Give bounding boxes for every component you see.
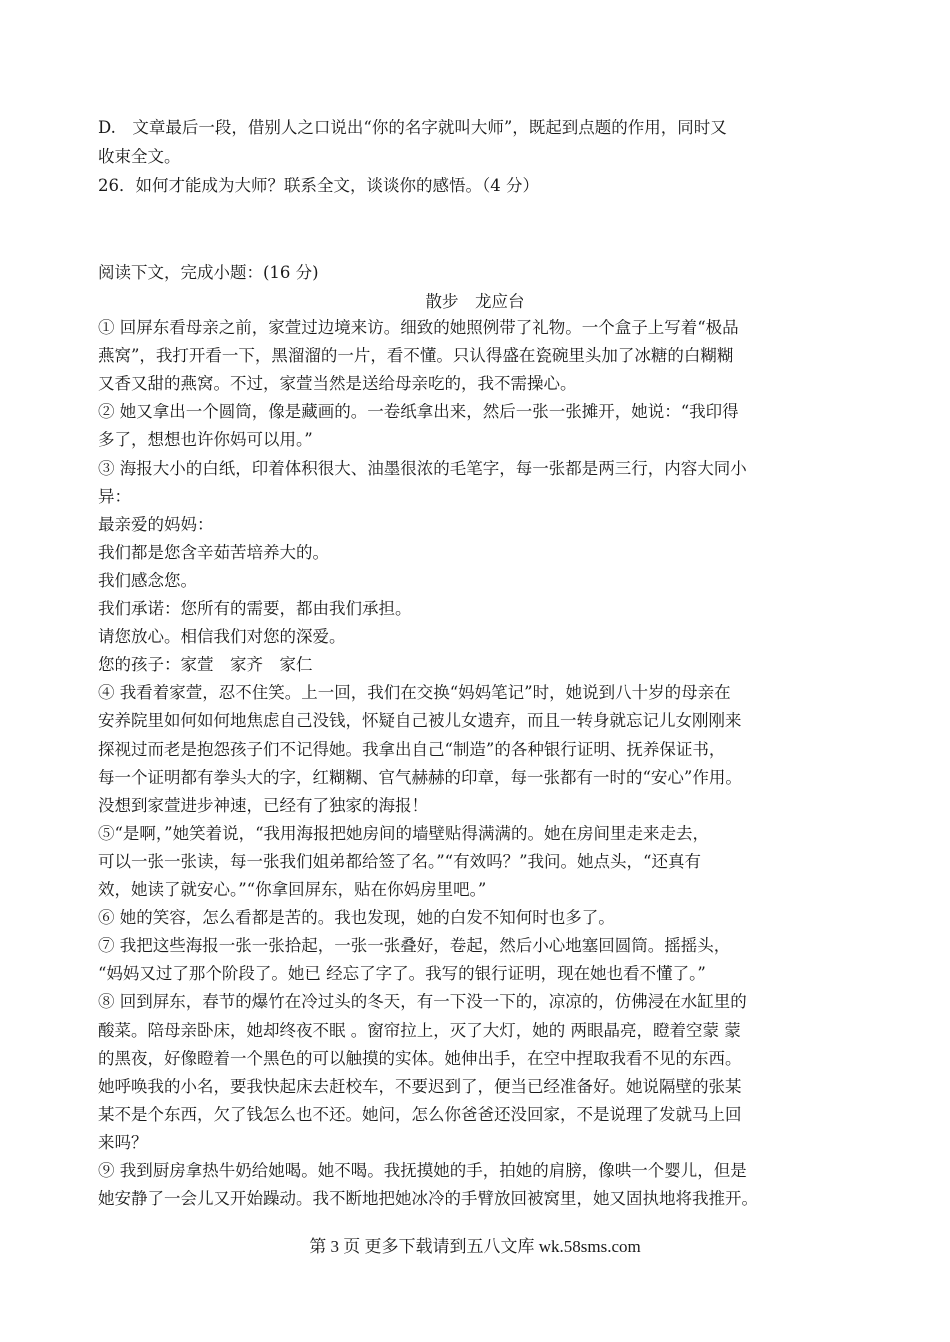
article-line: ③ 海报大小的白纸，印着体积很大、油墨很浓的毛笔字，每一张都是两三行，内容大同小: [98, 458, 747, 478]
article-line: 燕窝”，我打开看一下，黑溜溜的一片，看不懂。只认得盛在瓷碗里头加了冰糖的白糊糊: [98, 346, 734, 366]
article-line: 没想到家萱进步神速，已经有了独家的海报！: [98, 795, 428, 815]
article-line: 来吗？: [98, 1132, 148, 1152]
article-line: 某不是个东西，欠了钱怎么也不还。她问，怎么你爸爸还没回家，不是说理了发就马上回: [98, 1104, 742, 1124]
article-line: 多了，想想也许你妈可以用。”: [98, 430, 313, 450]
article-line: 请您放心。相信我们对您的深爱。: [98, 627, 346, 647]
article-line: ⑦ 我把这些海报一张一张拾起，一张一张叠好，卷起，然后小心地塞回圆筒。摇摇头，: [98, 936, 731, 956]
article-line: 她呼唤我的小名，要我快起床去赶校车，不要迟到了，便当已经准备好。她说隔壁的张某: [98, 1076, 742, 1096]
article-line: ⑥ 她的笑容，怎么看都是苦的。我也发现，她的白发不知何时也多了。: [98, 908, 615, 928]
article-line: 效，她读了就安心。”“你拿回屏东，贴在你妈房里吧。”: [98, 880, 487, 899]
article-line: 又香又甜的燕窝。不过，家萱当然是送给母亲吃的，我不需操心。: [98, 374, 577, 394]
article-line: 每一个证明都有拳头大的字，红糊糊、官气赫赫的印章，每一张都有一时的“安心”作用。: [98, 767, 742, 787]
article-line: 可以一张一张读，每一张我们姐弟都给签了名。”“有效吗？”我问。她点头，“还真有: [98, 851, 701, 871]
article-line: 我们都是您含辛茹苦培养大的。: [98, 542, 329, 562]
article-line: 最亲爱的妈妈：: [98, 514, 214, 534]
article-line: 我们承诺：您所有的需要，都由我们承担。: [98, 599, 412, 618]
question-26: 26．如何才能成为大师？联系全文，谈谈你的感悟。（4 分）: [98, 176, 539, 195]
page-footer: 第 3 页 更多下载请到五八文库 wk.58sms.com: [309, 1237, 641, 1256]
article-line: 您的孩子：家萱 家齐 家仁: [98, 655, 313, 675]
article-line: 我们感念您。: [98, 570, 197, 590]
article-line: 探视过而老是抱怨孩子们不记得她。我拿出自己“制造”的各种银行证明、抚养保证书，: [98, 739, 726, 759]
article-line: ① 回屏东看母亲之前，家萱过边境来访。细致的她照例带了礼物。一个盒子上写着“极品: [98, 318, 739, 337]
article-line: 安养院里如何如何地焦虑自己没钱，怀疑自己被儿女遗弃，而且一转身就忘记儿女刚刚来: [98, 711, 742, 731]
reading-instruction: 阅读下文，完成小题：(16 分): [98, 263, 319, 282]
article-line: 酸菜。陪母亲卧床，她却终夜不眠 。窗帘拉上，灭了大灯，她的 两眼晶亮，瞪着空蒙 蒙: [98, 1020, 741, 1040]
article-title: 散步 龙应台: [425, 292, 525, 311]
article-line: ⑨ 我到厨房拿热牛奶给她喝。她不喝。我抚摸她的手，拍她的肩膀，像哄一个婴儿，但是: [98, 1161, 747, 1180]
article-line: ② 她又拿出一个圆筒，像是藏画的。一卷纸拿出来，然后一张一张摊开，她说：“我印得: [98, 402, 739, 422]
article-line: ⑤“是啊，”她笑着说，“我用海报把她房间的墙壁贴得满满的。她在房间里走来走去，: [98, 823, 710, 843]
article-line: “妈妈又过了那个阶段了。她已 经忘了字了。我写的银行证明，现在她也看不懂了。”: [98, 964, 706, 984]
article-line: ⑧ 回到屏东，春节的爆竹在冷过头的冬天，有一下没一下的，凉凉的，仿佛浸在水缸里的: [98, 992, 747, 1012]
article-line: ④ 我看着家萱，忍不住笑。上一回，我们在交换“妈妈笔记”时，她说到八十岁的母亲在: [98, 683, 731, 703]
article-line: 异：: [98, 486, 131, 506]
article-line: 她安静了一会儿又开始躁动。我不断地把她冰冷的手臂放回被窝里，她又固执地将我推开。: [98, 1189, 758, 1209]
article-line: 的黑夜，好像瞪着一个黑色的可以触摸的实体。她伸出手，在空中捏取我看不见的东西。: [98, 1048, 742, 1068]
option-d-line-1: D. 文章最后一段，借别人之口说出“你的名字就叫大师”，既起到点题的作用，同时又: [98, 118, 727, 137]
option-d-line-2: 收束全文。: [98, 147, 181, 166]
